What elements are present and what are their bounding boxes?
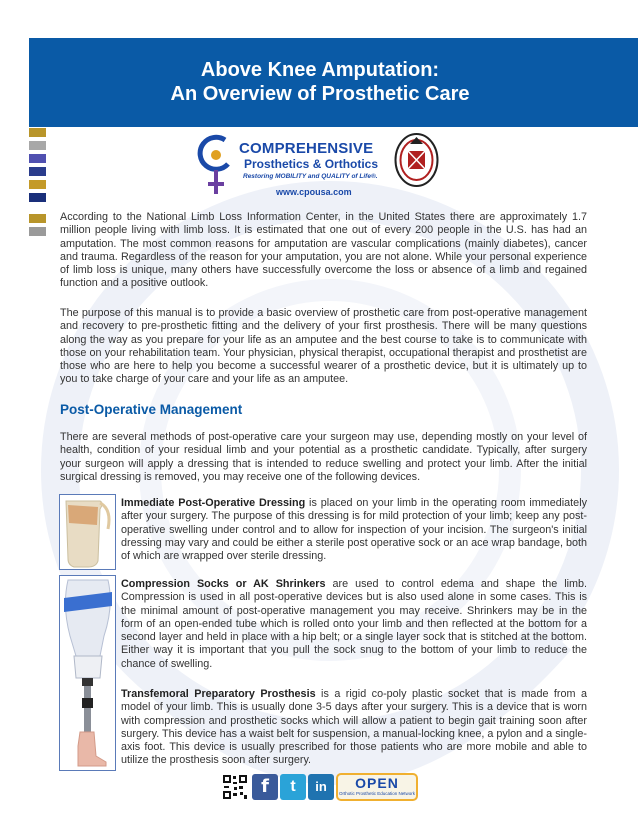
residual-limb-dressing-icon (60, 495, 115, 569)
swatch-gold-3 (29, 214, 46, 223)
dressing-photo (59, 494, 116, 570)
swatch-gold-2 (29, 180, 46, 189)
footer-links (222, 772, 418, 802)
swatch-navy (29, 193, 46, 202)
facebook-icon[interactable]: f (252, 774, 278, 800)
device-item-text: is a rigid co-poly plastic socket that is made from a model of your limb. This is usually done 3-5 days after your surgery. This is a device that is worn with compression and prosthetic socks which will allow a patient to begin gait training soon after surgery. This device has a waist belt for suspension, a manual-locking knee, a pylon and a single-axis foot. This device is usually prescribed for those patients who are more mobile and able to utilize the prosthesis soon after surgery. (121, 688, 587, 767)
page-title (29, 58, 611, 106)
logo-figure-icon (195, 134, 237, 200)
open-logo-subtitle: Orthotic Prosthetic Education Network (338, 791, 416, 796)
logo-tagline: Restoring MOBILITY and QUALITY of Life®. (243, 173, 378, 180)
title-line-1: Above Knee Amputation: (200, 59, 440, 81)
swatch-gap (29, 206, 46, 210)
swatch-blue (29, 167, 46, 176)
swatch-gold (29, 128, 46, 137)
swatch-gray-2 (29, 227, 46, 236)
intro-paragraph-1: According to the National Limb Loss Information Center, in the United States there are approximately 1.7 million people living with limb loss. It is estimated that one out of every 200 people in the U.S. has had an amputation. The most common reasons for amputation are vascular complications (mainly diabetes), cancer and trauma. Regardless of the reason for your amputation, you are not alone. While your personal experience of limb loss is unique, many others have successfully overcome the loss or absence of a limb and regained function and a positive outlook. (60, 211, 587, 290)
color-swatches (29, 128, 46, 240)
device-item-preparatory-prosthesis (121, 688, 587, 768)
swatch-gray (29, 141, 46, 150)
company-logo (195, 132, 440, 204)
device-item-compression-socks (121, 578, 587, 671)
intro-paragraph-2: The purpose of this manual is to provide a basic overview of prosthetic care from post-operative management and recovery to pre-prosthetic fitting and the delivery of your first prosthesis. There will be many questions along the way as you prepare for your life as an amputee and the best course to take is to communicate with those on your rehabilitation team. Your physician, physical therapist, occupational therapist and prosthetist are those who are here to help you become a successful wearer of a prosthetic device, but it is ultimately up to you to take charge of your care and your life as an amputee. (60, 307, 587, 386)
logo-url-link[interactable]: www.cpousa.com (276, 187, 352, 197)
device-item-title: Immediate Post-Operative Dressing (121, 497, 306, 509)
device-item-title: Transfemoral Preparatory Prosthesis (121, 688, 316, 700)
logo-name-line-2: Prosthetics & Orthotics (244, 157, 379, 171)
open-logo-word: OPEN (355, 775, 399, 791)
open-network-logo[interactable] (336, 773, 418, 801)
section-heading-post-op: Post-Operative Management (60, 402, 243, 417)
device-item-text: is placed on your limb in the operating room immediately after your surgery. The purpose of this dressing is for mild protection of your limb; keep any post-operative swelling under control and to allow for inspection of your incision. The surgeon's initial dressing may vary and could be either a sterile post operative sock or an ace wrap bandage, both of which are wrapped over sterile dressing. (121, 497, 587, 563)
device-item-text: are used to control edema and shape the limb. Compression is used in all post-operative devices but is also used alone in some cases. This is the minimal amount of post-operative management you may receive. Shrinkers may be in the form of an open-ended tube which is rolled onto your limb and then reflected at the bottom for a second layer and held in place with a hip belt; or a single layer sock that is stitched at the bottom. Either way it is important that you pull the sock snug to the bottom of your limb to reduce the chance of swelling. (121, 578, 587, 670)
title-line-2: An Overview of Prosthetic Care (170, 83, 470, 105)
crest-seal-icon (393, 131, 440, 189)
device-item-title: Compression Socks or AK Shrinkers (121, 578, 326, 590)
twitter-icon[interactable]: t (280, 774, 306, 800)
logo-name-line-1: COMPREHENSIVE (239, 140, 374, 157)
preparatory-prosthesis-icon (60, 576, 115, 770)
swatch-violet (29, 154, 46, 163)
linkedin-icon[interactable]: in (308, 774, 334, 800)
qr-code-icon[interactable] (222, 774, 248, 800)
prosthesis-photo (59, 575, 116, 771)
post-op-paragraph: There are several methods of post-operative care your surgeon may use, depending mostly on your level of health, condition of your residual limb and your potential as a prosthetic candidate. Typically, after surgery your surgeon will apply a dressing that is intended to reduce swelling and protect your limb. After the initial surgical dressing is removed, you may receive one of the following devices. (60, 431, 587, 483)
device-item-immediate-dressing (121, 497, 587, 563)
